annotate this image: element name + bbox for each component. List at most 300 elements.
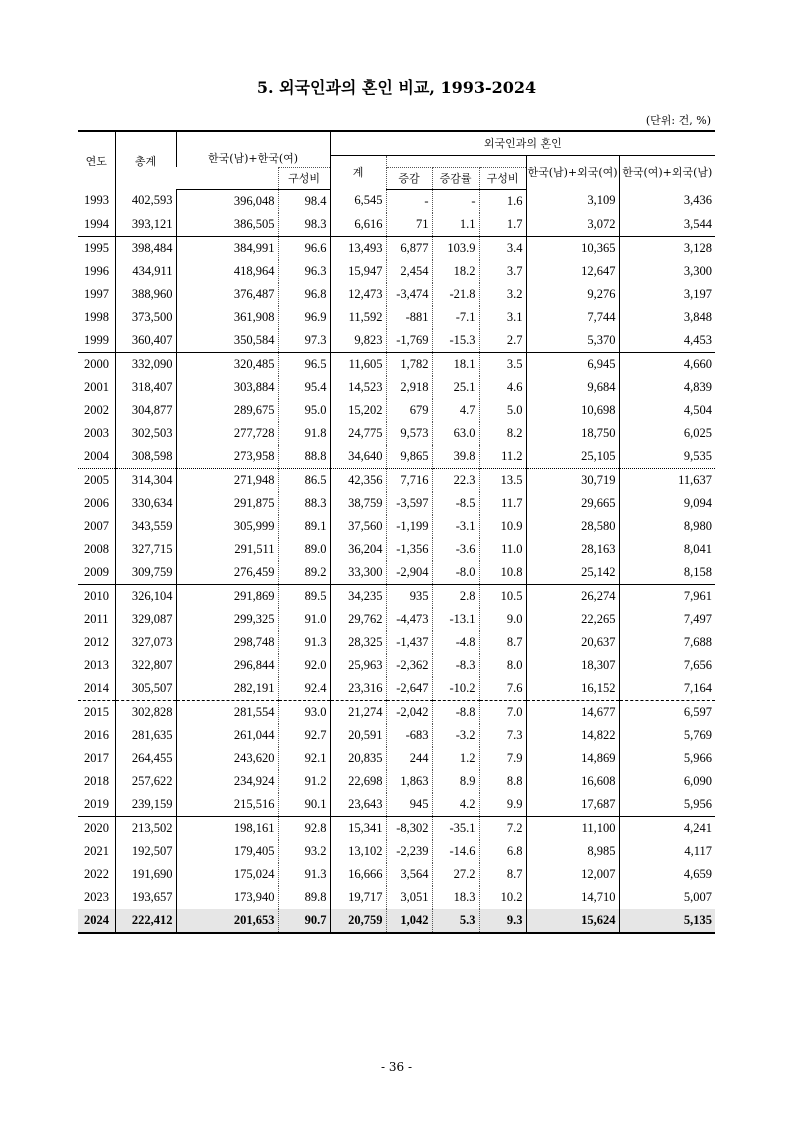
cell-change: -2,362 [386, 654, 432, 677]
cell-change-rate: 4.7 [432, 399, 479, 422]
cell-change: -881 [386, 306, 432, 329]
cell-change-rate: -13.1 [432, 608, 479, 631]
table-row [78, 677, 715, 701]
cell-share: 93.2 [278, 840, 330, 863]
cell-foreign-share: 7.6 [479, 677, 526, 701]
cell-change: -1,199 [386, 515, 432, 538]
cell-share: 98.3 [278, 213, 330, 237]
cell-change-rate: -3.6 [432, 538, 479, 561]
cell-kor-woman-for-man: 3,300 [619, 260, 715, 283]
cell-foreign-share: 4.6 [479, 376, 526, 399]
cell-foreign-share: 11.7 [479, 492, 526, 515]
cell-change: 1,863 [386, 770, 432, 793]
cell-change-rate: 4.2 [432, 793, 479, 817]
cell-total: 302,503 [115, 422, 176, 445]
cell-kor-man-for-woman: 9,684 [526, 376, 619, 399]
table-row [78, 189, 715, 213]
cell-kor-woman-for-man: 8,980 [619, 515, 715, 538]
cell-total: 360,407 [115, 329, 176, 353]
cell-year: 2002 [84, 402, 109, 417]
cell-share: 91.3 [278, 863, 330, 886]
cell-total: 222,412 [115, 909, 176, 933]
cell-foreign-share: 5.0 [479, 399, 526, 422]
table-row [78, 352, 715, 376]
cell-share: 91.8 [278, 422, 330, 445]
cell-korean-pair: 396,048 [176, 189, 278, 213]
cell-foreign-total: 42,356 [330, 468, 386, 492]
cell-total: 309,759 [115, 561, 176, 585]
cell-total: 318,407 [115, 376, 176, 399]
cell-kor-woman-for-man: 7,656 [619, 654, 715, 677]
cell-total: 373,500 [115, 306, 176, 329]
cell-korean-pair: 361,908 [176, 306, 278, 329]
cell-foreign-total: 38,759 [330, 492, 386, 515]
cell-kor-man-for-woman: 7,744 [526, 306, 619, 329]
header-kor-man-for-woman: 한국(남)+외국(여) [526, 155, 619, 189]
cell-share: 98.4 [278, 189, 330, 213]
cell-change: -683 [386, 724, 432, 747]
cell-foreign-share: 8.8 [479, 770, 526, 793]
cell-year: 2006 [84, 495, 109, 510]
cell-korean-pair: 376,487 [176, 283, 278, 306]
cell-foreign-total: 34,235 [330, 584, 386, 608]
cell-kor-man-for-woman: 14,822 [526, 724, 619, 747]
cell-foreign-share: 3.5 [479, 352, 526, 376]
cell-change: 2,454 [386, 260, 432, 283]
cell-share: 93.0 [278, 700, 330, 724]
cell-share: 91.3 [278, 631, 330, 654]
cell-foreign-total: 22,698 [330, 770, 386, 793]
cell-change-rate: 103.9 [432, 236, 479, 260]
cell-foreign-share: 11.2 [479, 445, 526, 469]
cell-change: 935 [386, 584, 432, 608]
cell-total: 281,635 [115, 724, 176, 747]
table-row [78, 329, 715, 353]
cell-kor-woman-for-man: 4,659 [619, 863, 715, 886]
cell-change-rate: -8.0 [432, 561, 479, 585]
table-row [78, 584, 715, 608]
cell-kor-woman-for-man: 8,158 [619, 561, 715, 585]
cell-change-rate: 39.8 [432, 445, 479, 469]
cell-kor-woman-for-man: 8,041 [619, 538, 715, 561]
cell-change: 71 [386, 213, 432, 237]
cell-kor-woman-for-man: 3,197 [619, 283, 715, 306]
cell-share: 91.0 [278, 608, 330, 631]
header-change: 증감 [386, 167, 432, 189]
cell-kor-woman-for-man: 11,637 [619, 468, 715, 492]
cell-kor-man-for-woman: 29,665 [526, 492, 619, 515]
cell-kor-man-for-woman: 6,945 [526, 352, 619, 376]
table-row [78, 236, 715, 260]
cell-change-rate: -14.6 [432, 840, 479, 863]
cell-change-rate: -10.2 [432, 677, 479, 701]
cell-foreign-total: 13,102 [330, 840, 386, 863]
header-total: 총계 [115, 131, 176, 189]
cell-share: 96.5 [278, 352, 330, 376]
cell-foreign-share: 11.0 [479, 538, 526, 561]
cell-change-rate: 18.1 [432, 352, 479, 376]
cell-foreign-share: 3.4 [479, 236, 526, 260]
cell-year: 2000 [78, 352, 115, 376]
cell-change-rate: 8.9 [432, 770, 479, 793]
cell-kor-man-for-woman: 14,710 [526, 886, 619, 909]
cell-korean-pair: 305,999 [176, 515, 278, 538]
cell-total: 327,715 [115, 538, 176, 561]
cell-foreign-total: 25,963 [330, 654, 386, 677]
cell-year: 2010 [78, 584, 115, 608]
cell-change-rate: 1.1 [432, 213, 479, 237]
cell-total: 398,484 [115, 236, 176, 260]
cell-foreign-share: 9.0 [479, 608, 526, 631]
cell-kor-woman-for-man: 5,769 [619, 724, 715, 747]
cell-korean-pair: 289,675 [176, 399, 278, 422]
cell-kor-man-for-woman: 10,698 [526, 399, 619, 422]
cell-change: -8,302 [386, 816, 432, 840]
cell-year: 2018 [84, 773, 109, 788]
header-foreign-share: 구성비 [479, 167, 526, 189]
cell-share: 95.0 [278, 399, 330, 422]
cell-foreign-share: 6.8 [479, 840, 526, 863]
table-row [78, 700, 715, 724]
cell-change: -3,474 [386, 283, 432, 306]
cell-kor-man-for-woman: 10,365 [526, 236, 619, 260]
cell-foreign-total: 11,605 [330, 352, 386, 376]
cell-foreign-share: 7.0 [479, 700, 526, 724]
cell-kor-man-for-woman: 18,307 [526, 654, 619, 677]
cell-kor-woman-for-man: 4,504 [619, 399, 715, 422]
cell-change: 945 [386, 793, 432, 817]
table-row [78, 654, 715, 677]
cell-share: 89.8 [278, 886, 330, 909]
cell-year: 2003 [84, 425, 109, 440]
cell-foreign-total: 23,643 [330, 793, 386, 817]
cell-foreign-share: 7.9 [479, 747, 526, 770]
cell-foreign-share: 10.9 [479, 515, 526, 538]
cell-share: 90.1 [278, 793, 330, 817]
cell-share: 89.0 [278, 538, 330, 561]
cell-korean-pair: 418,964 [176, 260, 278, 283]
cell-total: 213,502 [115, 816, 176, 840]
cell-share: 96.8 [278, 283, 330, 306]
cell-foreign-total: 6,545 [330, 189, 386, 213]
cell-kor-man-for-woman: 25,142 [526, 561, 619, 585]
table-row [78, 445, 715, 469]
cell-change: 9,865 [386, 445, 432, 469]
cell-total: 329,087 [115, 608, 176, 631]
cell-total: 302,828 [115, 700, 176, 724]
table-row [78, 468, 715, 492]
cell-year: 2008 [84, 541, 109, 556]
cell-total: 393,121 [115, 213, 176, 237]
cell-change: - [386, 189, 432, 213]
cell-change: -4,473 [386, 608, 432, 631]
table-row [78, 886, 715, 909]
cell-foreign-total: 37,560 [330, 515, 386, 538]
cell-kor-woman-for-man: 5,956 [619, 793, 715, 817]
cell-kor-woman-for-man: 4,839 [619, 376, 715, 399]
table-row [78, 840, 715, 863]
cell-share: 89.1 [278, 515, 330, 538]
cell-year: 1998 [84, 309, 109, 324]
cell-kor-man-for-woman: 17,687 [526, 793, 619, 817]
table-row [78, 538, 715, 561]
cell-kor-woman-for-man: 3,544 [619, 213, 715, 237]
cell-share: 90.7 [278, 909, 330, 933]
cell-change-rate: 18.3 [432, 886, 479, 909]
table-row [78, 376, 715, 399]
cell-change: 1,782 [386, 352, 432, 376]
cell-total: 326,104 [115, 584, 176, 608]
cell-foreign-total: 11,592 [330, 306, 386, 329]
table-row [78, 515, 715, 538]
cell-change-rate: -3.2 [432, 724, 479, 747]
cell-foreign-total: 36,204 [330, 538, 386, 561]
cell-change: -1,437 [386, 631, 432, 654]
cell-total: 402,593 [115, 189, 176, 213]
table-row [78, 747, 715, 770]
cell-foreign-total: 13,493 [330, 236, 386, 260]
header-foreign-group: 외국인과의 혼인 [330, 131, 715, 155]
cell-korean-pair: 291,511 [176, 538, 278, 561]
data-table [78, 130, 715, 934]
cell-change: 3,564 [386, 863, 432, 886]
cell-korean-pair: 175,024 [176, 863, 278, 886]
cell-kor-woman-for-man: 7,164 [619, 677, 715, 701]
header-change-rate: 증감률 [432, 167, 479, 189]
cell-foreign-share: 8.2 [479, 422, 526, 445]
cell-foreign-share: 7.2 [479, 816, 526, 840]
table-row [78, 909, 715, 933]
cell-kor-man-for-woman: 16,608 [526, 770, 619, 793]
cell-year: 1994 [84, 216, 109, 231]
table-row [78, 793, 715, 817]
cell-year: 1996 [84, 263, 109, 278]
cell-foreign-total: 12,473 [330, 283, 386, 306]
cell-foreign-share: 8.7 [479, 631, 526, 654]
cell-foreign-total: 20,835 [330, 747, 386, 770]
cell-kor-woman-for-man: 7,497 [619, 608, 715, 631]
cell-foreign-share: 9.9 [479, 793, 526, 817]
cell-year: 2017 [84, 750, 109, 765]
cell-share: 88.3 [278, 492, 330, 515]
cell-change: 679 [386, 399, 432, 422]
cell-foreign-total: 15,341 [330, 816, 386, 840]
cell-change-rate: -15.3 [432, 329, 479, 353]
cell-foreign-share: 2.7 [479, 329, 526, 353]
cell-foreign-total: 33,300 [330, 561, 386, 585]
cell-change-rate: -8.3 [432, 654, 479, 677]
cell-foreign-total: 15,202 [330, 399, 386, 422]
cell-total: 304,877 [115, 399, 176, 422]
cell-change-rate: -35.1 [432, 816, 479, 840]
cell-kor-man-for-woman: 5,370 [526, 329, 619, 353]
cell-kor-woman-for-man: 5,966 [619, 747, 715, 770]
cell-foreign-total: 15,947 [330, 260, 386, 283]
cell-kor-woman-for-man: 3,436 [619, 189, 715, 213]
page-title: 5. 외국인과의 혼인 비교, 1993-2024 [256, 78, 537, 97]
cell-kor-man-for-woman: 9,276 [526, 283, 619, 306]
cell-share: 92.1 [278, 747, 330, 770]
cell-share: 92.4 [278, 677, 330, 701]
cell-change: 2,918 [386, 376, 432, 399]
cell-foreign-share: 10.5 [479, 584, 526, 608]
cell-kor-woman-for-man: 5,135 [619, 909, 715, 933]
cell-kor-woman-for-man: 9,535 [619, 445, 715, 469]
table-row [78, 770, 715, 793]
cell-change: 6,877 [386, 236, 432, 260]
cell-kor-man-for-woman: 12,647 [526, 260, 619, 283]
cell-year: 2009 [84, 564, 109, 579]
cell-year: 1993 [84, 193, 109, 208]
cell-korean-pair: 215,516 [176, 793, 278, 817]
cell-year: 2016 [84, 727, 109, 742]
table-row [78, 283, 715, 306]
cell-change-rate: 18.2 [432, 260, 479, 283]
cell-change: 7,716 [386, 468, 432, 492]
cell-kor-man-for-woman: 11,100 [526, 816, 619, 840]
cell-change: -2,042 [386, 700, 432, 724]
cell-korean-pair: 296,844 [176, 654, 278, 677]
cell-kor-man-for-woman: 8,985 [526, 840, 619, 863]
cell-change: -1,356 [386, 538, 432, 561]
cell-foreign-total: 29,762 [330, 608, 386, 631]
cell-kor-woman-for-man: 7,961 [619, 584, 715, 608]
cell-foreign-total: 20,591 [330, 724, 386, 747]
cell-change: 244 [386, 747, 432, 770]
cell-korean-pair: 261,044 [176, 724, 278, 747]
cell-korean-pair: 277,728 [176, 422, 278, 445]
cell-kor-man-for-woman: 14,677 [526, 700, 619, 724]
cell-share: 88.8 [278, 445, 330, 469]
cell-year: 2019 [84, 796, 109, 811]
header-foreign-total: 계 [330, 155, 386, 189]
cell-change-rate: 1.2 [432, 747, 479, 770]
table-row [78, 260, 715, 283]
cell-kor-woman-for-man: 9,094 [619, 492, 715, 515]
table-row [78, 492, 715, 515]
cell-foreign-total: 19,717 [330, 886, 386, 909]
cell-share: 95.4 [278, 376, 330, 399]
table-row [78, 561, 715, 585]
cell-year: 2007 [84, 518, 109, 533]
cell-share: 96.6 [278, 236, 330, 260]
cell-change-rate: 22.3 [432, 468, 479, 492]
cell-korean-pair: 386,505 [176, 213, 278, 237]
table-row [78, 306, 715, 329]
cell-kor-man-for-woman: 28,163 [526, 538, 619, 561]
cell-foreign-share: 9.3 [479, 909, 526, 933]
header-share: 구성비 [278, 167, 330, 189]
cell-foreign-total: 9,823 [330, 329, 386, 353]
table-row [78, 608, 715, 631]
cell-total: 322,807 [115, 654, 176, 677]
table-row [78, 816, 715, 840]
table-row [78, 863, 715, 886]
cell-year: 2004 [84, 448, 109, 463]
cell-korean-pair: 303,884 [176, 376, 278, 399]
cell-change-rate: - [432, 189, 479, 213]
cell-total: 264,455 [115, 747, 176, 770]
table-row [78, 399, 715, 422]
cell-total: 193,657 [115, 886, 176, 909]
cell-kor-man-for-woman: 3,109 [526, 189, 619, 213]
cell-change-rate: -21.8 [432, 283, 479, 306]
cell-share: 92.8 [278, 816, 330, 840]
cell-foreign-total: 20,759 [330, 909, 386, 933]
cell-kor-woman-for-man: 6,090 [619, 770, 715, 793]
cell-foreign-total: 24,775 [330, 422, 386, 445]
cell-year: 2001 [84, 379, 109, 394]
cell-year: 2023 [84, 889, 109, 904]
cell-korean-pair: 273,958 [176, 445, 278, 469]
cell-share: 92.0 [278, 654, 330, 677]
cell-kor-woman-for-man: 6,597 [619, 700, 715, 724]
page-number: - 36 - [380, 1060, 412, 1074]
cell-change: 9,573 [386, 422, 432, 445]
cell-kor-man-for-woman: 26,274 [526, 584, 619, 608]
cell-share: 97.3 [278, 329, 330, 353]
cell-total: 434,911 [115, 260, 176, 283]
cell-foreign-total: 16,666 [330, 863, 386, 886]
cell-foreign-total: 28,325 [330, 631, 386, 654]
cell-foreign-share: 7.3 [479, 724, 526, 747]
cell-change-rate: -4.8 [432, 631, 479, 654]
cell-change-rate: 2.8 [432, 584, 479, 608]
table-row [78, 213, 715, 237]
cell-total: 192,507 [115, 840, 176, 863]
cell-korean-pair: 281,554 [176, 700, 278, 724]
cell-kor-woman-for-man: 5,007 [619, 886, 715, 909]
cell-total: 343,559 [115, 515, 176, 538]
cell-change: -3,597 [386, 492, 432, 515]
cell-year: 1997 [84, 286, 109, 301]
cell-kor-woman-for-man: 3,848 [619, 306, 715, 329]
cell-year: 2011 [84, 611, 109, 626]
cell-share: 96.9 [278, 306, 330, 329]
cell-korean-pair: 198,161 [176, 816, 278, 840]
cell-korean-pair: 384,991 [176, 236, 278, 260]
header-kor-woman-for-man: 한국(여)+외국(남) [619, 155, 715, 189]
cell-kor-man-for-woman: 15,624 [526, 909, 619, 933]
cell-year: 2012 [84, 634, 109, 649]
cell-foreign-share: 13.5 [479, 468, 526, 492]
cell-kor-man-for-woman: 16,152 [526, 677, 619, 701]
cell-kor-man-for-woman: 22,265 [526, 608, 619, 631]
cell-korean-pair: 243,620 [176, 747, 278, 770]
cell-kor-man-for-woman: 12,007 [526, 863, 619, 886]
cell-total: 314,304 [115, 468, 176, 492]
cell-change-rate: -8.8 [432, 700, 479, 724]
cell-share: 89.2 [278, 561, 330, 585]
cell-change-rate: -7.1 [432, 306, 479, 329]
cell-year: 2013 [84, 657, 109, 672]
cell-share: 92.7 [278, 724, 330, 747]
cell-korean-pair: 282,191 [176, 677, 278, 701]
cell-kor-woman-for-man: 6,025 [619, 422, 715, 445]
cell-korean-pair: 291,869 [176, 584, 278, 608]
cell-share: 86.5 [278, 468, 330, 492]
cell-total: 308,598 [115, 445, 176, 469]
cell-year: 1995 [78, 236, 115, 260]
cell-korean-pair: 299,325 [176, 608, 278, 631]
cell-change: -1,769 [386, 329, 432, 353]
cell-share: 96.3 [278, 260, 330, 283]
cell-kor-man-for-woman: 20,637 [526, 631, 619, 654]
cell-foreign-share: 10.2 [479, 886, 526, 909]
cell-total: 191,690 [115, 863, 176, 886]
table-row [78, 724, 715, 747]
cell-korean-pair: 276,459 [176, 561, 278, 585]
